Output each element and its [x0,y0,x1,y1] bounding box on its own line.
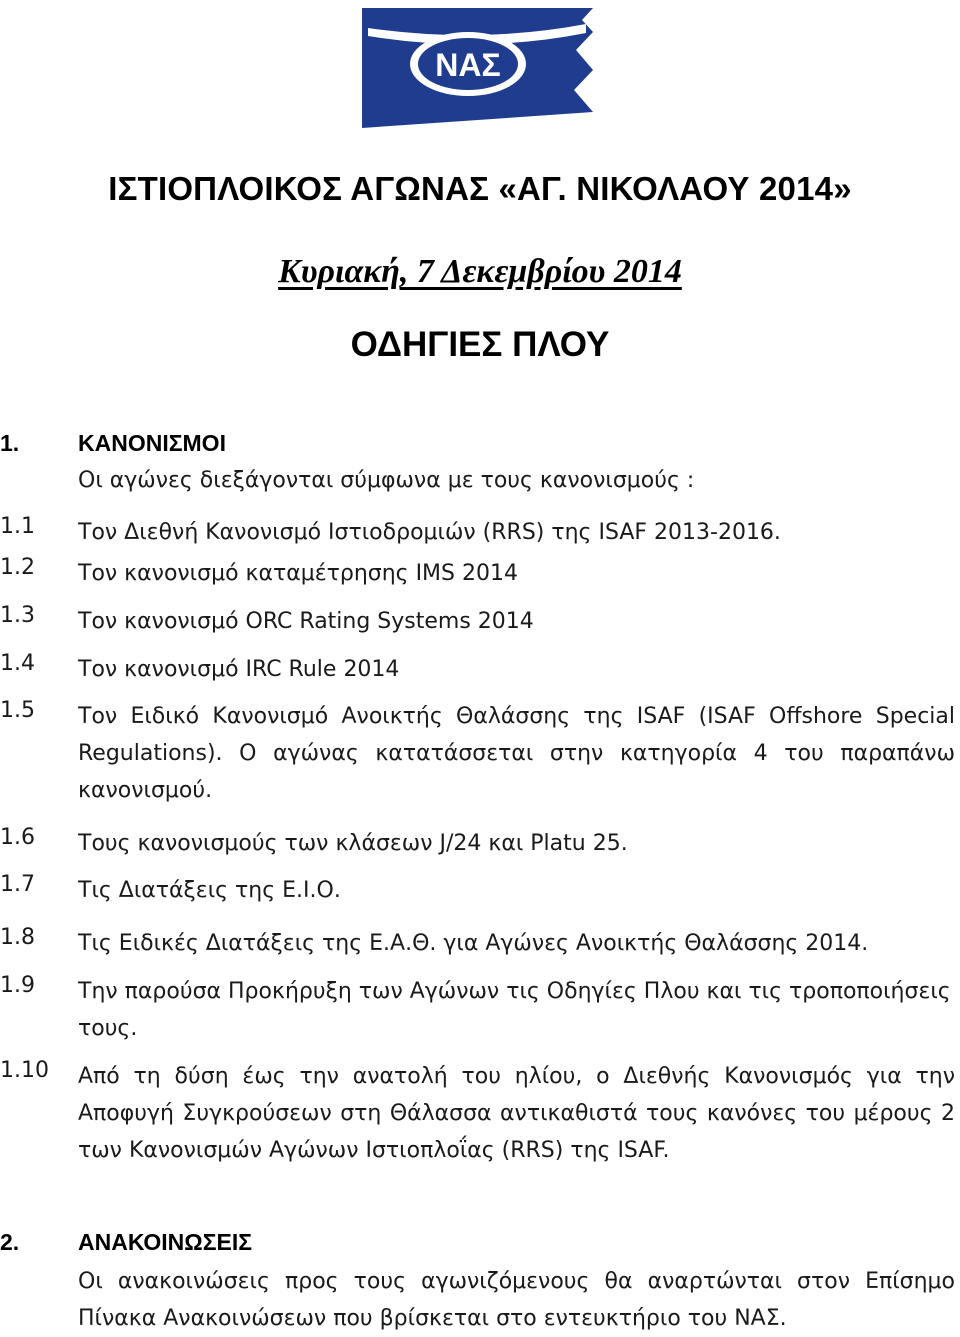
rule-number: 1.9 [0,973,35,998]
rule-number: 1.10 [0,1058,49,1083]
section-number: 2. [0,1229,20,1255]
rule-text: Τον Ειδικό Κανονισμό Ανοικτής Θαλάσσης της ISAF (ISAF Offshore Special Regulations). Ο αγώνας κατατάσσεται στην κατηγορία 4 του παραπάνω κανονισμού. [78,704,955,803]
rule-text: Τον Διεθνή Κανονισμό Ιστιοδρομιών (RRS) της ISAF 2013-2016. [78,520,781,545]
rule-text: Τον κανονισμό καταμέτρησης IMS 2014 [78,561,518,586]
rule-text: Τις Διατάξεις της Ε.Ι.Ο. [78,878,341,903]
rule-number: 1.2 [0,555,35,580]
section-2-text: Οι ανακοινώσεις προς τους αγωνιζόμενους θα αναρτώνται στον Επίσημο Πίνακα Ανακοινώσεων που βρίσκεται στο εντευκτήριο του ΝΑΣ. [78,1269,955,1331]
club-logo [350,0,605,132]
rule-text: Τον κανονισμό IRC Rule 2014 [78,657,400,682]
document-title: ΙΣΤΙΟΠΛΟΙΚΟΣ ΑΓΩΝΑΣ «ΑΓ. ΝΙΚΟΛΑΟΥ 2014» [108,170,852,207]
section-1-intro: Οι αγώνες διεξάγονται σύμφωνα με τους κανονισμούς : [78,468,695,493]
rule-text: Τις Ειδικές Διατάξεις της Ε.Α.Θ. για Αγώνες Ανοικτής Θαλάσσης 2014. [78,931,869,956]
rule-number: 1.8 [0,925,35,950]
section-title: ΑΝΑΚΟΙΝΩΣΕΙΣ [78,1229,253,1255]
section-title: ΚΑΝΟΝΙΣΜΟΙ [78,430,226,456]
rule-number: 1.7 [0,872,35,897]
rule-number: 1.1 [0,514,35,539]
rule-number: 1.5 [0,698,35,723]
rule-number: 1.4 [0,651,35,676]
logo-text: ΝΑΣ [435,47,501,83]
rule-text: Από τη δύση έως την ανατολή του ηλίου, ο Διεθνής Κανονισμός για την Αποφυγή Συγκρούσεων στη Θάλασσα αντικαθιστά τους κανόνες του μέρους 2 των Κανονισμών Αγώνων Ιστιοπλοΐας (RRS) της ISAF. [78,1064,955,1163]
rule-number: 1.3 [0,603,35,628]
rule-text: Τον κανονισμό ORC Rating Systems 2014 [78,609,534,634]
rule-text: Την παρούσα Προκήρυξη των Αγώνων τις Οδηγίες Πλου και τις τροποποιήσεις τους. [78,979,951,1041]
section-number: 1. [0,430,20,456]
rule-number: 1.6 [0,825,35,850]
document-subtitle: ΟΔΗΓΙΕΣ ΠΛΟΥ [350,325,610,364]
event-date: Κυριακή, 7 Δεκεμβρίου 2014 [278,253,682,290]
rule-text: Τους κανονισμούς των κλάσεων J/24 και Platu 25. [78,831,628,856]
